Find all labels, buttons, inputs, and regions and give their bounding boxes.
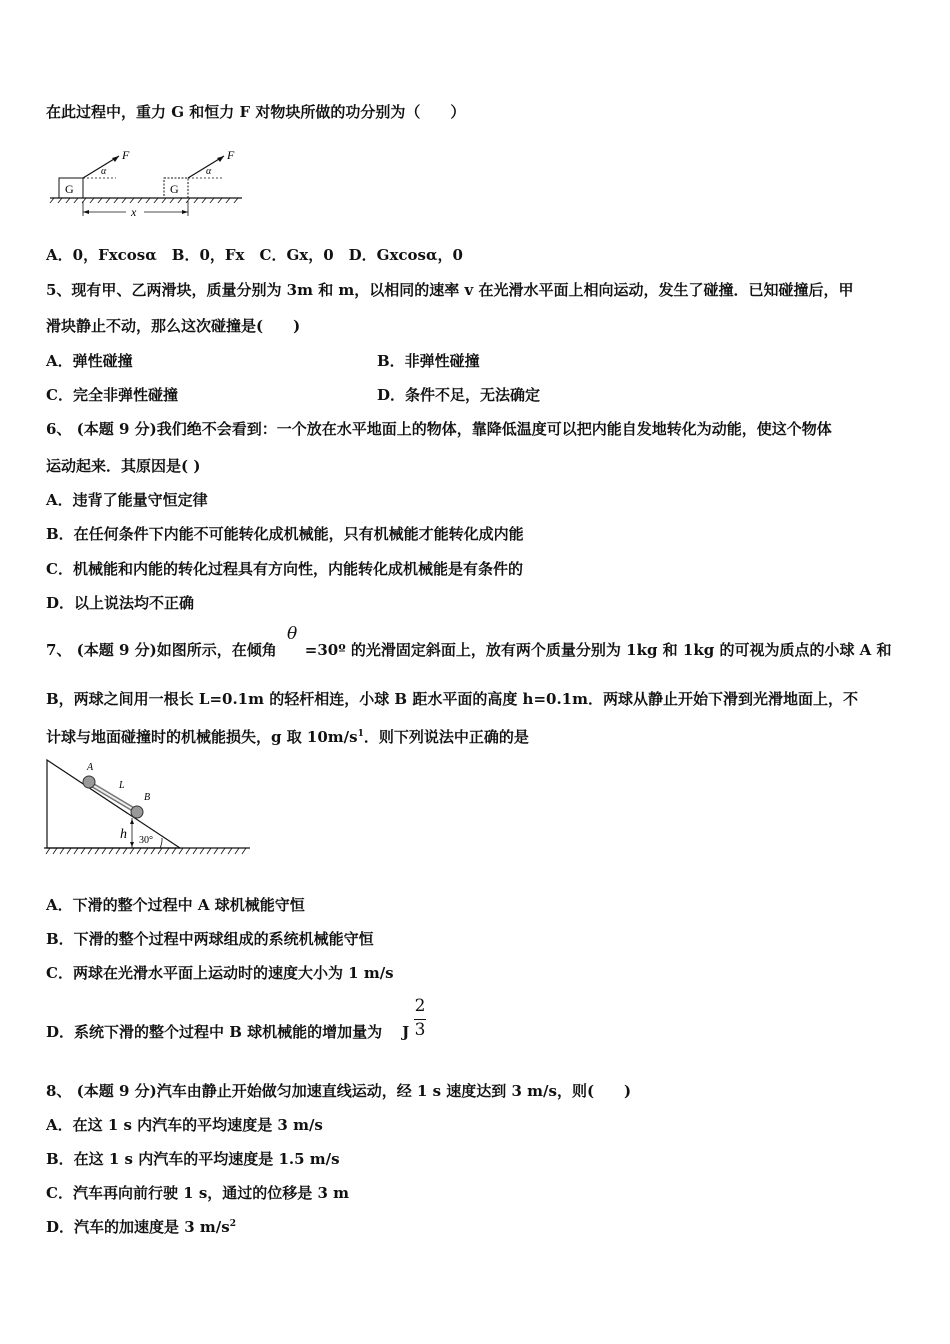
q8-option-d: [46, 1217, 236, 1237]
q5-option-a: A．弹性碰撞: [46, 352, 133, 370]
ball-b-label: B: [144, 792, 151, 803]
q4-options: A．0，Fxcosα B．0，Fx C．Gx，0 D．Gxcosα，0: [46, 246, 463, 264]
q6-line1: 6、 (本题 9 分)我们绝不会看到：一个放在水平地面上的物体，靠降低温度可以把内能自发地转化为动能，使这个物体: [46, 420, 832, 438]
q7-line3-pre: 计球与地面碰撞时的机械能损失，g 取 10m/s: [46, 728, 358, 746]
q6-option-a: A．违背了能量守恒定律: [46, 491, 208, 509]
q7-option-d-post: J: [402, 1023, 410, 1041]
q7-option-d-pre: D．系统下滑的整个过程中 B 球机械能的增加量为: [46, 1023, 383, 1041]
block-label-2: G: [170, 182, 179, 196]
q7-option-b: B．下滑的整个过程中两球组成的系统机械能守恒: [46, 930, 374, 948]
ball-a-label: A: [87, 762, 94, 773]
ball-b: [131, 806, 143, 818]
q6-line2: 运动起来．其原因是( ): [46, 457, 201, 475]
force-label-1: F: [122, 148, 130, 162]
q5-line1: 5、现有甲、乙两滑块，质量分别为 3m 和 m，以相同的速率 v 在光滑水平面上相向运动，发生了碰撞．已知碰撞后，甲: [46, 281, 854, 299]
angle-label-2: α: [206, 166, 212, 177]
q6-option-c: C．机械能和内能的转化过程具有方向性，内能转化成机械能是有条件的: [46, 560, 523, 578]
q7-line3-post: ．则下列说法中正确的是: [363, 728, 529, 746]
angle-label: 30°: [139, 835, 153, 846]
force-label-2: F: [227, 148, 235, 162]
q4-figure: [46, 146, 246, 220]
q7-line3-sup: 1: [357, 729, 364, 739]
q8-option-a: A．在这 1 s 内汽车的平均速度是 3 m/s: [46, 1116, 323, 1134]
q7-line3: [46, 727, 529, 747]
q5-option-c: C．完全非弹性碰撞: [46, 386, 178, 404]
height-label: h: [120, 827, 127, 842]
q5-option-b: B．非弹性碰撞: [377, 352, 480, 370]
q7-option-c: C．两球在光滑水平面上运动时的速度大小为 1 m/s: [46, 964, 394, 982]
rod-label: L: [119, 780, 125, 791]
q8-option-d-pre: D．汽车的加速度是 3 m/s: [46, 1218, 230, 1236]
incline: [47, 760, 180, 848]
q7-line1-post: =30º 的光滑固定斜面上，放有两个质量分别为 1kg 和 1kg 的可视为质点的小球 A 和: [304, 641, 892, 659]
q5-option-d: D．条件不足，无法确定: [377, 386, 541, 404]
ball-a: [83, 776, 95, 788]
q5-line2: 滑块静止不动，那么这次碰撞是( ): [46, 317, 301, 335]
q8-option-c: C．汽车再向前行驶 1 s，通过的位移是 3 m: [46, 1184, 350, 1202]
q8-option-b: B．在这 1 s 内汽车的平均速度是 1.5 m/s: [46, 1150, 340, 1168]
q7-line2: B，两球之间用一根长 L=0.1m 的轻杆相连，小球 B 距水平面的高度 h=0.1m．两球从静止开始下滑到光滑地面上，不: [46, 690, 858, 708]
q7-option-d: [46, 1022, 409, 1042]
q6-option-d: D．以上说法均不正确: [46, 594, 195, 612]
q8-option-d-sup: 2: [229, 1219, 236, 1229]
angle-label-1: α: [101, 166, 107, 177]
fraction-denominator: 3: [414, 1020, 426, 1040]
block-label-1: G: [65, 182, 74, 196]
q8-line1: 8、 (本题 9 分)汽车由静止开始做匀加速直线运动，经 1 s 速度达到 3 m/s，则( ): [46, 1082, 632, 1100]
fraction-numerator: 2: [414, 996, 426, 1016]
q7-line1: [46, 640, 892, 660]
theta-symbol: θ: [287, 624, 298, 644]
q4-stem: 在此过程中，重力 G 和恒力 F 对物块所做的功分别为（ ）: [46, 103, 466, 121]
q7-line1-pre: 7、 (本题 9 分)如图所示，在倾角: [46, 641, 277, 659]
q7-option-a: A．下滑的整个过程中 A 球机械能守恒: [46, 896, 305, 914]
q6-option-b: B．在任何条件下内能不可能转化成机械能，只有机械能才能转化成内能: [46, 525, 524, 543]
displacement-label: x: [131, 205, 137, 219]
q7-figure: [44, 758, 252, 860]
